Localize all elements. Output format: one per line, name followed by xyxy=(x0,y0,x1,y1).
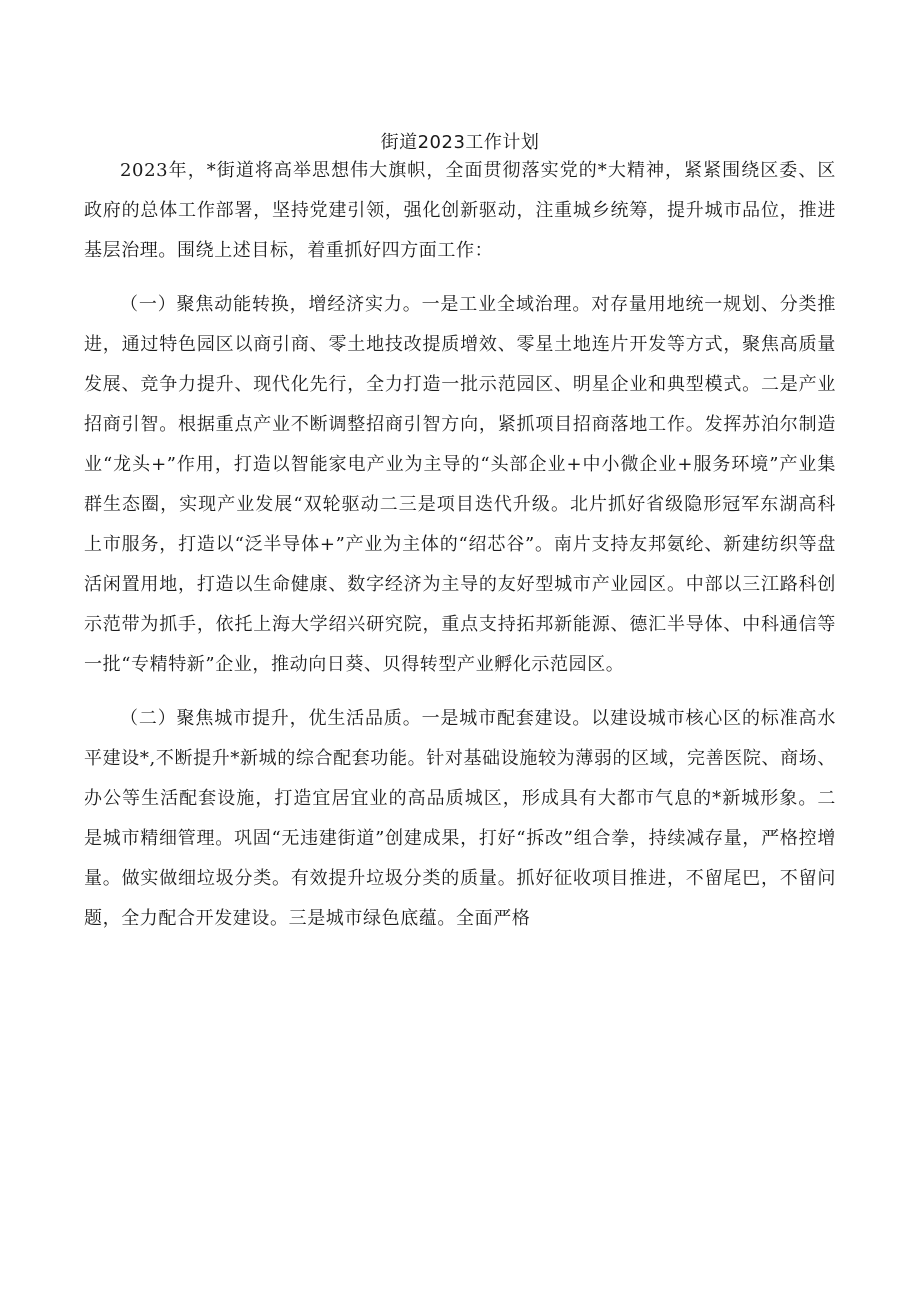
paragraph-section-2: （二）聚焦城市提升，优生活品质。一是城市配套建设。以建设城市核心区的标准高水平建设*,不断提升*新城的综合配套功能。针对基础设施较为薄弱的区域，完善医院、商场、办公等生活配套设施，打造宜居宜业的高品质城区，形成具有大都市气息的*新城形象。二是城市精细管理。巩固“无违建街道”创建成果，打好“拆改”组合拳，持续减存量，严格控增量。做实做细垃圾分类。有效提升垃圾分类的质量。抓好征收项目推进，不留尾巴，不留问题，全力配合开发建设。三是城市绿色底蕴。全面严格 xyxy=(84,708,836,929)
paragraph-intro: 2023年，*街道将高举思想伟大旗帜，全面贯彻落实党的*大精神，紧紧围绕区委、区政府的总体工作部署，坚持党建引领，强化创新驱动，注重城乡统筹，提升城市品位，推进基层治理。围绕上述目标，着重抓好四方面工作： xyxy=(84,160,836,261)
document-title: 街道2023工作计划 xyxy=(380,132,540,153)
document-body xyxy=(84,151,836,939)
paragraph-section-1: （一）聚焦动能转换，增经济实力。一是工业全域治理。对存量用地统一规划、分类推进，通过特色园区以商引商、零土地技改提质增效、零星土地连片开发等方式，聚焦高质量发展、竞争力提升、现代化先行，全力打造一批示范园区、明星企业和典型模式。二是产业招商引智。根据重点产业不断调整招商引智方向，紧抓项目招商落地工作。发挥苏泊尔制造业“龙头+”作用，打造以智能家电产业为主导的“头部企业+中小微企业+服务环境”产业集群生态圈，实现产业发展“双轮驱动二三是项目迭代升级。北片抓好省级隐形冠军东湖高科上市服务，打造以“泛半导体+”产业为主体的“绍芯谷”。南片支持友邦氨纶、新建纺织等盘活闲置用地，打造以生命健康、数字经济为主导的友好型城市产业园区。中部以三江路科创示范带为抓手，依托上海大学绍兴研究院，重点支持拓邦新能源、德汇半导体、中科通信等一批“专精特新”企业，推动向日葵、贝得转型产业孵化示范园区。 xyxy=(84,294,836,675)
